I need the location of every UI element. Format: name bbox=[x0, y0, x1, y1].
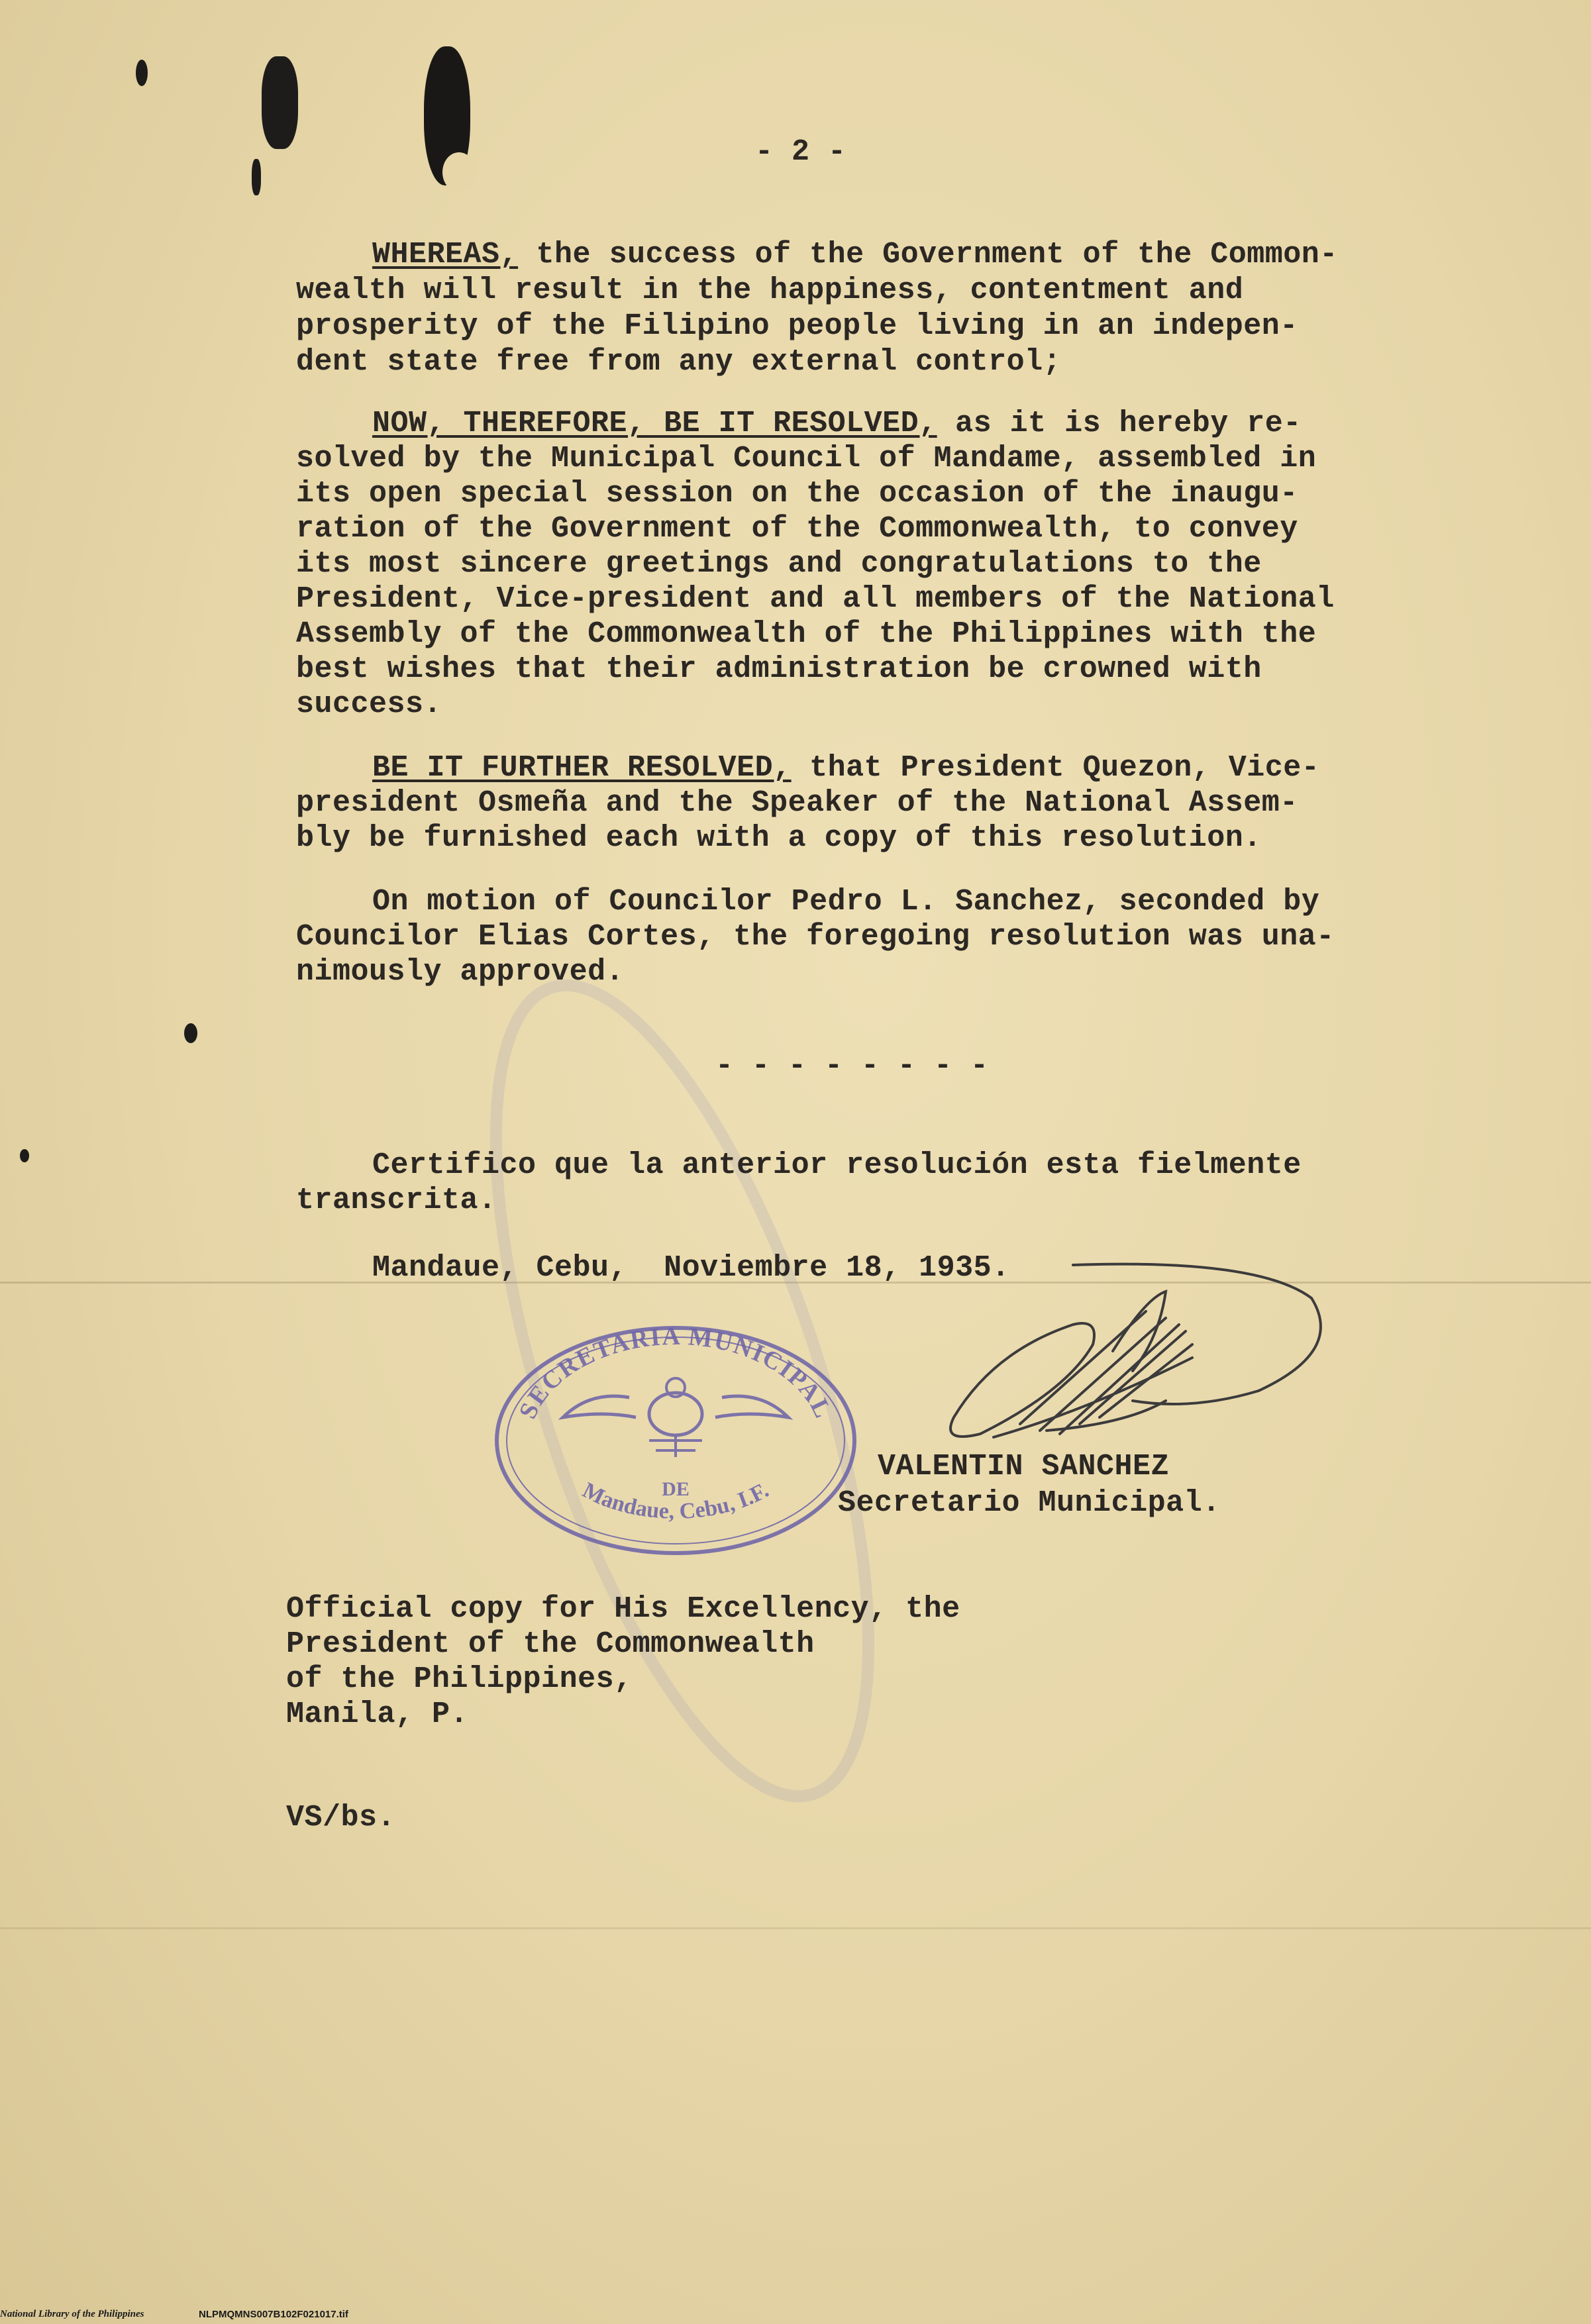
whereas-keyword: WHEREAS, bbox=[372, 238, 519, 272]
certificate-line: Certifico que la anterior resolución esta fielmente bbox=[372, 1148, 1302, 1182]
archive-label: National Library of the Philippines bbox=[0, 2309, 144, 2319]
ink-speck bbox=[20, 1149, 29, 1162]
seal-middle-text: DE bbox=[662, 1478, 690, 1500]
ink-speck bbox=[252, 159, 261, 195]
resolved-line: Assembly of the Commonwealth of the Philippines with the bbox=[296, 617, 1317, 651]
resolved-keyword: NOW, THEREFORE, BE IT RESOLVED, bbox=[372, 407, 937, 440]
whereas-line: wealth will result in the happiness, contentment and bbox=[296, 274, 1244, 307]
motion-line: nimously approved. bbox=[296, 955, 625, 989]
paper-hole bbox=[442, 152, 476, 192]
separator-dashes: - - - - - - - - bbox=[715, 1049, 989, 1083]
copy-to-line: Official copy for His Excellency, the bbox=[286, 1592, 960, 1626]
resolved-line: President, Vice-president and all members of the National bbox=[296, 582, 1335, 616]
signatory-title: Secretario Municipal. bbox=[838, 1486, 1221, 1520]
whereas-line: prosperity of the Filipino people living in an indepen- bbox=[296, 309, 1298, 343]
paper-fold-line bbox=[0, 1927, 1591, 1929]
place-date: Mandaue, Cebu, Noviembre 18, 1935. bbox=[372, 1251, 1010, 1285]
resolved-line: its open special session on the occasion of the inaugu- bbox=[296, 477, 1298, 511]
resolved-line: its most sincere greetings and congratulations to the bbox=[296, 547, 1262, 581]
page-number: - 2 - bbox=[755, 135, 847, 169]
certificate-line: transcrita. bbox=[296, 1184, 497, 1217]
typist-initials: VS/bs. bbox=[286, 1801, 396, 1835]
ink-speck bbox=[184, 1023, 197, 1043]
motion-line: On motion of Councilor Pedro L. Sanchez, seconded by bbox=[372, 885, 1320, 919]
signatory-name: VALENTIN SANCHEZ bbox=[878, 1450, 1170, 1484]
further-line: president Osmeña and the Speaker of the National Assem- bbox=[296, 786, 1298, 820]
resolved-line: best wishes that their administration be crowned with bbox=[296, 652, 1262, 686]
copy-to-line: of the Philippines, bbox=[286, 1662, 633, 1696]
ink-speck bbox=[136, 60, 148, 86]
copy-to-line: President of the Commonwealth bbox=[286, 1627, 815, 1661]
motion-line: Councilor Elias Cortes, the foregoing resolution was una- bbox=[296, 920, 1335, 954]
municipal-seal-stamp bbox=[484, 1318, 868, 1563]
copy-to-line: Manila, P. bbox=[286, 1697, 469, 1731]
whereas-line: WHEREAS, the success of the Government of the Common- bbox=[372, 238, 1338, 272]
seal-bottom-text: Mandaue, Cebu, I.F. bbox=[578, 1478, 773, 1524]
resolved-line: NOW, THEREFORE, BE IT RESOLVED, as it is hereby re- bbox=[372, 407, 1302, 440]
resolved-line: solved by the Municipal Council of Mandame, assembled in bbox=[296, 442, 1317, 476]
resolved-line: success. bbox=[296, 687, 442, 721]
handwritten-signature bbox=[914, 1258, 1325, 1470]
seal-top-text: SECRETARIA MUNICIPAL bbox=[513, 1322, 838, 1423]
further-line: bly be furnished each with a copy of this resolution. bbox=[296, 821, 1262, 855]
ink-blot bbox=[262, 56, 298, 149]
svg-text:SECRETARIA MUNICIPAL bbox=[514, 1323, 838, 1423]
scan-file-code: NLPMQMNS007B102F021017.tif bbox=[199, 2309, 348, 2320]
resolved-line: ration of the Government of the Commonwealth, to convey bbox=[296, 512, 1298, 546]
further-line: BE IT FURTHER RESOLVED, that President Quezon, Vice- bbox=[372, 751, 1320, 785]
further-keyword: BE IT FURTHER RESOLVED, bbox=[372, 751, 792, 785]
whereas-line: dent state free from any external control; bbox=[296, 345, 1062, 379]
